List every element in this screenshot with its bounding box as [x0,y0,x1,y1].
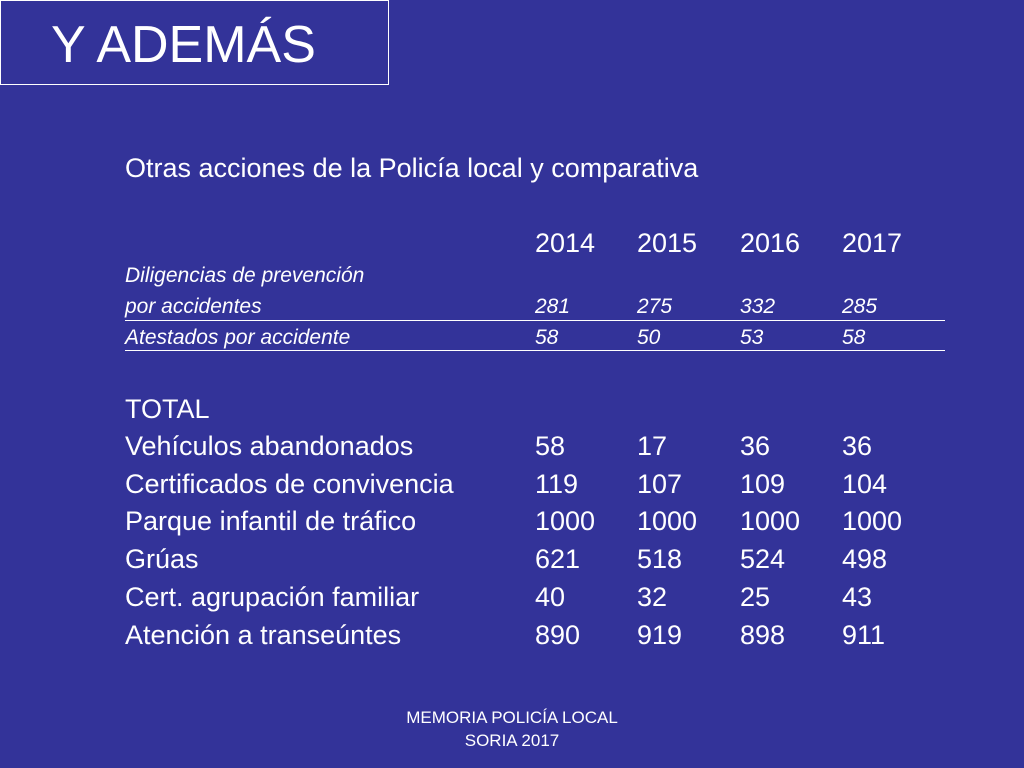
title-box [0,0,389,85]
small-row1-value: 281 [535,295,571,318]
small-row2-label: Atestados por accidente [125,326,351,349]
row-value: 898 [740,620,786,650]
row-value: 911 [842,620,886,650]
row-value: 58 [535,431,566,461]
row-value: 17 [637,431,668,461]
row-value: 36 [842,431,873,461]
year-header-2017: 2017 [842,228,903,258]
footer [362,706,662,752]
row-value: 36 [740,431,771,461]
year-header-2014: 2014 [535,228,596,258]
divider-line [125,320,945,321]
small-row2-value: 58 [842,326,866,349]
row-value: 518 [637,544,683,574]
row-value: 919 [637,620,683,650]
row-value: 25 [740,582,771,612]
row-value: 1000 [637,506,698,536]
row-label: Certificados de convivencia [125,469,454,499]
row-label: Parque infantil de tráfico [125,506,417,536]
year-header-2016: 2016 [740,228,801,258]
row-value: 32 [637,582,668,612]
small-row1-label-line2: por accidentes [125,295,262,318]
row-value: 119 [535,469,579,499]
row-value: 1000 [740,506,801,536]
row-value: 1000 [535,506,596,536]
row-value: 104 [842,469,888,499]
small-row1-value: 275 [637,295,673,318]
row-value: 1000 [842,506,903,536]
row-value: 40 [535,582,566,612]
small-row2-value: 53 [740,326,764,349]
row-value: 621 [535,544,581,574]
row-label: Atención a transeúntes [125,620,402,650]
row-value: 890 [535,620,581,650]
small-row2-value: 50 [637,326,661,349]
year-header-2015: 2015 [637,228,698,258]
row-label: Cert. agrupación familiar [125,582,420,612]
footer-line1: MEMORIA POLICÍA LOCAL [406,708,618,727]
row-label: Grúas [125,544,199,574]
small-row1-label-line1: Diligencias de prevención [125,264,365,287]
row-value: 524 [740,544,786,574]
row-value: 109 [740,469,786,499]
divider-line [125,350,945,351]
slide-title: Y ADEMÁS [51,16,316,74]
row-label: Vehículos abandonados [125,431,414,461]
total-heading: TOTAL [125,394,210,424]
small-row1-value: 332 [740,295,776,318]
row-value: 43 [842,582,873,612]
subtitle: Otras acciones de la Policía local y comparativa [125,153,699,183]
row-value: 107 [637,469,683,499]
row-value: 498 [842,544,888,574]
small-row2-value: 58 [535,326,559,349]
small-row1-value: 285 [842,295,878,318]
footer-line2: SORIA 2017 [464,731,560,750]
